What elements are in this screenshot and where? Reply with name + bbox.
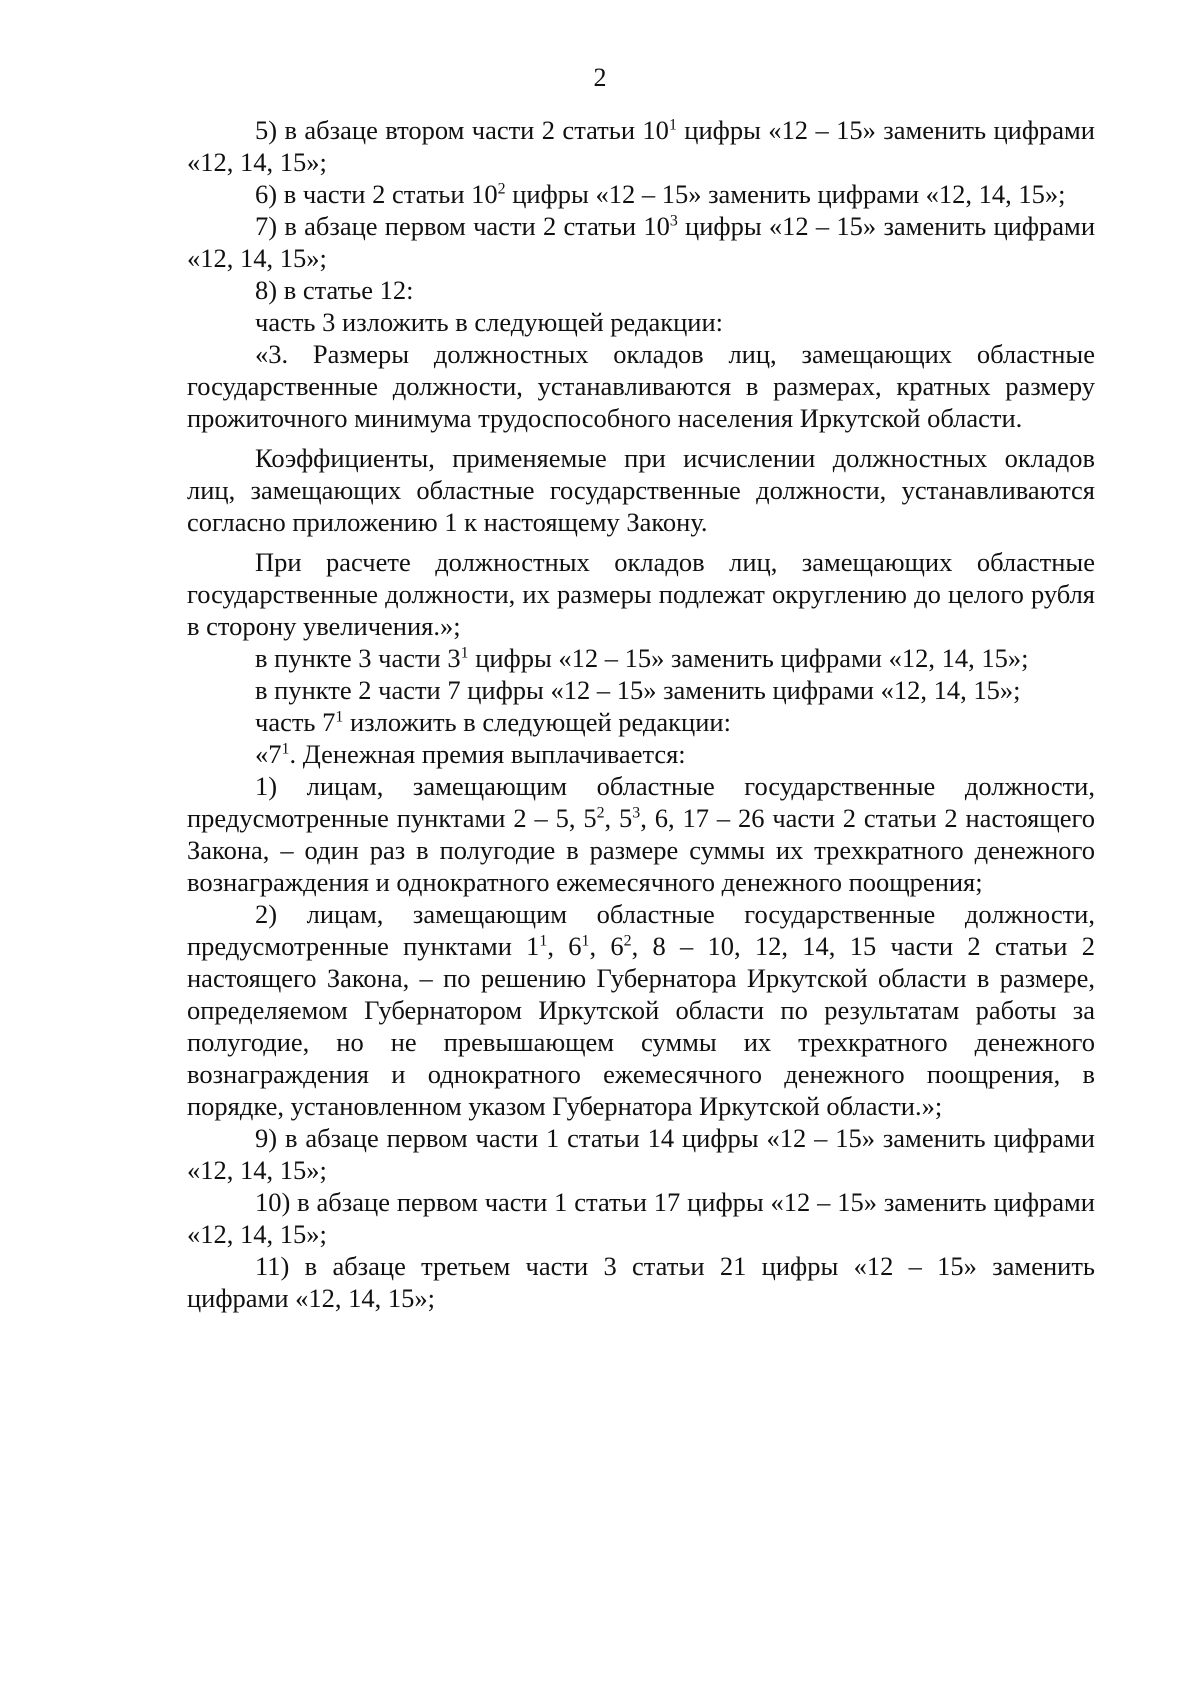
text-segment: 9) в абзаце первом части 1 статьи 14 цифры «12 – 15» заменить цифрами «12, 14, 15»;: [187, 1123, 1095, 1185]
text-segment: 1) лицам, замещающим областные государственные должности, предусмотренные пунктами 2 – 5, 5: [187, 771, 1095, 833]
text-segment: , 6: [547, 931, 582, 961]
paragraph-item-6: [187, 178, 1095, 210]
text-segment: цифры «12 – 15» заменить цифрами «12, 14, 15»;: [505, 179, 1066, 209]
superscript-index: 2: [623, 932, 632, 950]
text-segment: 8) в статье 12:: [255, 275, 414, 305]
paragraph-bonus-item-2: [187, 898, 1095, 1122]
text-segment: в пункте 2 части 7 цифры «12 – 15» заменить цифрами «12, 14, 15»;: [255, 675, 1021, 705]
superscript-index: 3: [632, 804, 641, 822]
superscript-index: 1: [581, 932, 590, 950]
paragraph-part7-1-intro: [187, 706, 1095, 738]
text-segment: 10) в абзаце первом части 1 статьи 17 цифры «12 – 15» заменить цифрами «12, 14, 15»;: [187, 1187, 1095, 1249]
text-segment: цифры «12 – 15» заменить цифрами «12, 14, 15»;: [187, 211, 1095, 273]
paragraph-part7: [187, 674, 1095, 706]
superscript-index: 2: [596, 804, 605, 822]
text-segment: , 6, 17 – 26 части 2 статьи 2 настоящего Закона, – один раз в полугодие в размере суммы их трехкратного денежного вознаграждения и однократного ежемесячного денежного поощрения;: [187, 803, 1095, 897]
paragraph-item-7: [187, 210, 1095, 274]
paragraph-coefficients: [187, 442, 1095, 538]
text-segment: При расчете должностных окладов лиц, замещающих областные государственные должности, их размеры подлежат округлению до целого рубля в сторону увеличения.»;: [187, 547, 1095, 641]
text-segment: 11) в абзаце третьем части 3 статьи 21 цифры «12 – 15» заменить цифрами «12, 14, 15»;: [187, 1251, 1095, 1313]
text-segment: , 5: [604, 803, 633, 833]
paragraph-bonus-item-1: [187, 770, 1095, 898]
superscript-index: 1: [668, 116, 677, 134]
paragraph-item-8: [187, 274, 1095, 306]
text-segment: 2) лицам, замещающим областные государственные должности, предусмотренные пунктами 1: [187, 899, 1095, 961]
document-body: [187, 114, 1095, 1314]
text-segment: 7) в абзаце первом части 2 статьи 10: [255, 211, 670, 241]
superscript-index: 1: [460, 644, 469, 662]
paragraph-part3-text: [187, 338, 1095, 434]
text-segment: 5) в абзаце втором части 2 статьи 10: [255, 115, 669, 145]
text-segment: «3. Размеры должностных окладов лиц, замещающих областные государственные должности, устанавливаются в размерах, кратных размеру прожиточного минимума трудоспособного населения Иркутской области.: [187, 339, 1095, 433]
text-segment: . Денежная премия выплачивается:: [289, 739, 686, 769]
paragraph-part3-1: [187, 642, 1095, 674]
paragraph-item-10: [187, 1186, 1095, 1250]
text-segment: 6) в части 2 статьи 10: [255, 179, 498, 209]
paragraph-item-9: [187, 1122, 1095, 1186]
paragraph-bonus-heading: [187, 738, 1095, 770]
paragraph-item-11: [187, 1250, 1095, 1314]
paragraph-part3-intro: [187, 306, 1095, 338]
text-segment: Коэффициенты, применяемые при исчислении должностных окладов лиц, замещающих областные государственные должности, устанавливаются согласно приложению 1 к настоящему Закону.: [187, 443, 1095, 537]
superscript-index: 2: [497, 180, 506, 198]
text-segment: цифры «12 – 15» заменить цифрами «12, 14, 15»;: [468, 643, 1029, 673]
superscript-index: 1: [281, 740, 290, 758]
text-segment: «7: [255, 739, 282, 769]
text-segment: часть 3 изложить в следующей редакции:: [255, 307, 723, 337]
text-segment: изложить в следующей редакции:: [343, 707, 731, 737]
superscript-index: 1: [539, 932, 548, 950]
paragraph-item-5: [187, 114, 1095, 178]
text-segment: в пункте 3 части 3: [255, 643, 461, 673]
superscript-index: 3: [669, 212, 678, 230]
text-segment: часть 7: [255, 707, 336, 737]
superscript-index: 1: [335, 708, 344, 726]
paragraph-rounding: [187, 546, 1095, 642]
page-number: 2: [593, 63, 607, 92]
text-segment: , 6: [589, 931, 624, 961]
text-segment: , 8 – 10, 12, 14, 15 части 2 статьи 2 настоящего Закона, – по решению Губернатора Иркутской области в размере, определяемом Губернатором Иркутской области по результатам работы за полугодие, но не превышающем суммы их трехкратного денежного вознаграждения и однократного ежемесячного денежного поощрения, в порядке, установленном указом Губернатора Иркутской области.»;: [187, 931, 1095, 1121]
text-segment: цифры «12 – 15» заменить цифрами «12, 14, 15»;: [187, 115, 1095, 177]
